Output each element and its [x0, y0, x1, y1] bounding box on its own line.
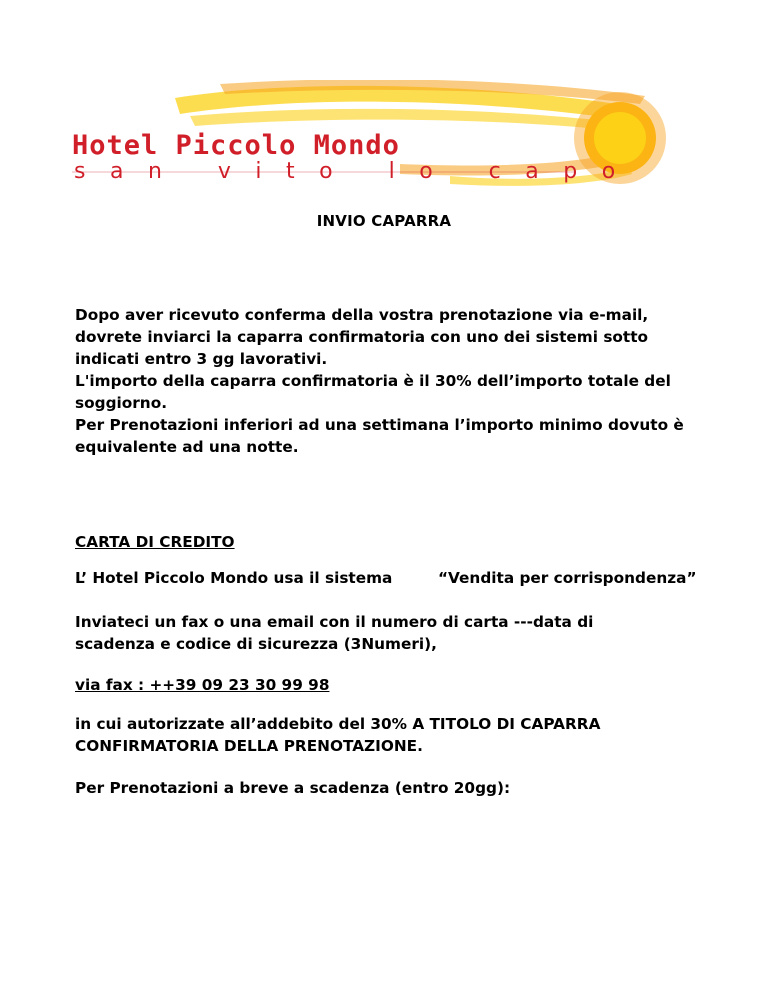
page-title: INVIO CAPARRA [316, 212, 452, 230]
fax-request-line: scadenza e codice di sicurezza (3Numeri), [75, 635, 437, 653]
intro-line: Per Prenotazioni inferiori ad una settimana l’importo minimo dovuto è [75, 416, 684, 434]
intro-line: Dopo aver ricevuto conferma della vostra prenotazione via e-mail, [75, 306, 649, 324]
intro-line: dovrete inviarci la caparra confirmatoria con uno dei sistemi sotto [75, 328, 649, 346]
hotel-name-wordmark [72, 128, 566, 161]
logo-hotel-name: Hotel Piccolo Mondo [72, 130, 400, 161]
intro-line: L'importo della caparra confirmatoria è il 30% dell’importo totale del [75, 372, 671, 390]
location-wordmark [72, 159, 640, 184]
payment-system-label: L’ Hotel Piccolo Mondo usa il sistema [75, 569, 393, 587]
authorization-line: CONFIRMATORIA DELLA PRENOTAZIONE. [75, 737, 423, 755]
payment-system-line [75, 569, 715, 587]
payment-system-name: “Vendita per corrispondenza” [438, 569, 697, 587]
authorization-paragraph [75, 713, 715, 757]
hotel-logo [70, 80, 710, 210]
fax-request-paragraph [75, 611, 715, 655]
fax-request-line: Inviateci un fax o una email con il numero di carta ---data di [75, 613, 594, 631]
intro-line: soggiorno. [75, 394, 168, 412]
credit-card-heading: CARTA DI CREDITO [75, 533, 235, 551]
intro-paragraph [75, 304, 715, 458]
intro-line: indicati entro 3 gg lavorativi. [75, 350, 328, 368]
logo-location: san vito lo capo [74, 159, 640, 184]
authorization-line: in cui autorizzate all’addebito del 30% A TITOLO DI CAPARRA [75, 715, 601, 733]
fax-number: via fax : ++39 09 23 30 99 98 [75, 676, 330, 694]
short-notice-text: Per Prenotazioni a breve a scadenza (entro 20gg): [75, 779, 511, 797]
intro-line: equivalente ad una notte. [75, 438, 299, 456]
logo-graphic [70, 80, 710, 210]
